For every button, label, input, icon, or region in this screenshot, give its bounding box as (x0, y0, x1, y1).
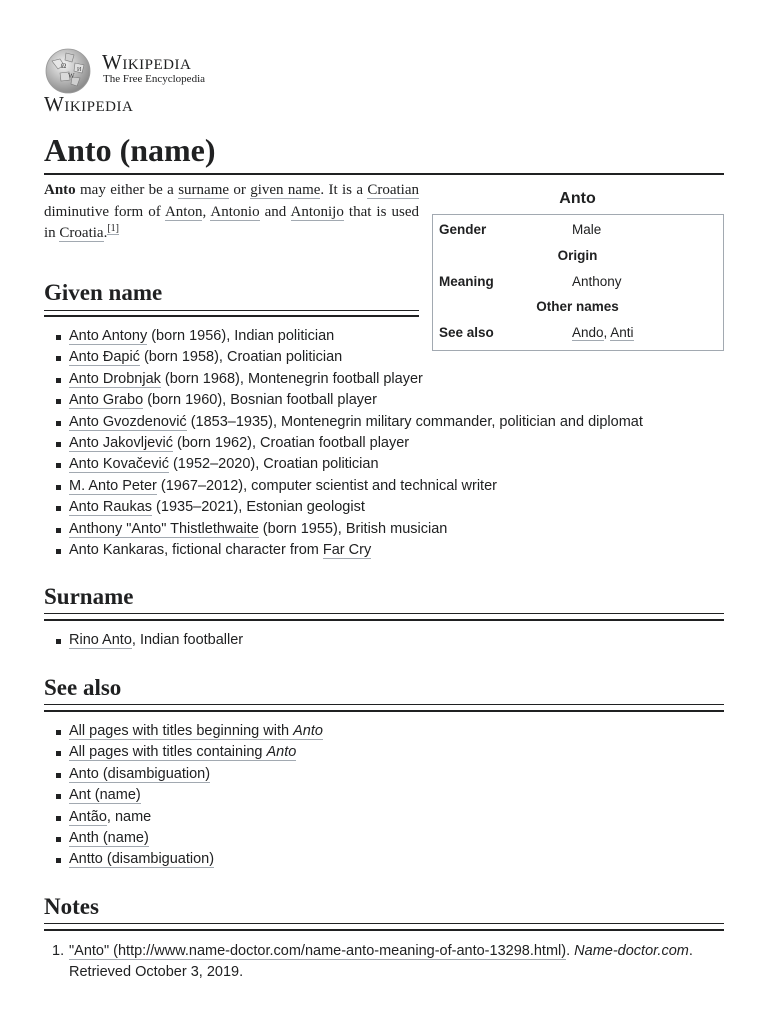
page-title: Anto (name) (44, 132, 216, 168)
list-item (44, 807, 323, 828)
person-link[interactable]: Anto Drobnjak (69, 370, 161, 387)
section-heading-given-name: Given name (44, 280, 163, 305)
section-divider (44, 710, 724, 712)
wordmark-second: Wikipedia (44, 92, 134, 116)
section-divider (44, 310, 419, 311)
link-anto-disambiguation[interactable]: Anto (disambiguation) (69, 765, 211, 782)
intro-text: . (103, 225, 108, 241)
person-link[interactable]: Anto Antony (69, 328, 148, 344)
item-description: (1952–2020), Croatian politician (168, 456, 379, 473)
list-item (44, 412, 643, 433)
link-pages-containing[interactable] (69, 744, 296, 761)
intro-text: may either be a (75, 182, 179, 198)
section-heading-surname: Surname (44, 584, 134, 609)
section-divider (44, 315, 419, 317)
svg-text:W: W (68, 72, 75, 80)
item-description: Anto Kankaras, fictional character from (69, 541, 323, 558)
given-name-list (44, 326, 643, 561)
list-item (44, 630, 243, 651)
link-antonio[interactable]: Antonio (210, 203, 260, 220)
list-item (44, 540, 643, 561)
link-croatian[interactable]: Croatian (367, 182, 420, 198)
reference-link[interactable]: [1] (107, 223, 119, 234)
person-link[interactable]: Anto Kovačević (69, 456, 169, 473)
section-divider (44, 613, 724, 614)
list-item (44, 390, 643, 411)
link-given-name[interactable]: given name (250, 182, 321, 198)
list-item (44, 497, 643, 518)
link-anti[interactable]: Anti (610, 325, 634, 340)
item-description: (1967–2012), computer scientist and technical writer (156, 477, 497, 494)
link-anton[interactable]: Anton (164, 203, 203, 220)
intro-text: that is used in (44, 203, 419, 241)
reference-url-link[interactable]: "Anto" (http://www.name-doctor.com/name-anto-meaning-of-anto-13298.html) (69, 943, 567, 959)
person-link[interactable]: Anto Jakovljević (69, 434, 173, 451)
section-divider (44, 704, 724, 705)
list-item (44, 764, 323, 785)
title-divider (44, 173, 724, 175)
item-description: (born 1962), Croatian football player (172, 434, 410, 451)
item-description: , Indian footballer (131, 632, 244, 648)
infobox-title: Anto (559, 190, 596, 207)
list-item (44, 828, 323, 849)
section-heading-notes: Notes (44, 894, 99, 919)
link-antonijo[interactable]: Antonijo (290, 203, 344, 220)
list-item (44, 742, 323, 763)
infobox-heading-origin: Origin (557, 248, 598, 263)
infobox-label-gender: Gender (439, 222, 487, 237)
surname-list (44, 630, 243, 651)
link-emphasis: Anto (293, 723, 323, 739)
list-item (44, 454, 643, 475)
tagline: The Free Encyclopedia (103, 73, 206, 85)
note-number: 1. (52, 943, 65, 959)
link-croatia[interactable]: Croatia (59, 225, 104, 241)
item-description: , name (106, 808, 152, 825)
list-item (44, 785, 323, 806)
svg-text:И: И (77, 67, 82, 73)
item-description: (born 1960), Bosnian football player (143, 392, 377, 409)
infobox-value-meaning: Anthony (572, 274, 622, 289)
intro-text: , (202, 203, 211, 220)
link-antao[interactable]: Antão (69, 808, 107, 825)
person-link[interactable]: M. Anto Peter (69, 477, 157, 494)
person-link[interactable]: Anto Gvozdenović (69, 413, 187, 430)
section-divider (44, 923, 724, 924)
link-text: All pages with titles beginning with (69, 723, 294, 739)
item-description: (born 1958), Croatian politician (139, 349, 343, 366)
section-divider (44, 619, 724, 621)
link-emphasis: Anto (266, 744, 297, 761)
infobox-value-gender: Male (572, 222, 602, 237)
svg-text:Ω: Ω (61, 62, 67, 70)
list-item (44, 721, 323, 742)
link-text: All pages with titles containing (69, 744, 267, 761)
intro-text: and (259, 203, 291, 220)
intro-text: . It is a (320, 182, 368, 198)
infobox-label-see-also: See also (439, 325, 494, 340)
link-pages-beginning-with[interactable] (69, 723, 323, 740)
note-retrieved: . Retrieved October 3, 2019. (69, 943, 693, 980)
list-item (44, 369, 643, 390)
item-description: (born 1955), British musician (258, 520, 448, 537)
section-heading-see-also: See also (44, 675, 122, 700)
link-rino-anto[interactable]: Rino Anto (69, 632, 132, 648)
infobox-label-meaning: Meaning (439, 274, 494, 289)
intro-bold-term: Anto (44, 182, 76, 198)
person-link[interactable]: Anto Đapić (69, 349, 140, 366)
intro-text: diminutive form of (44, 203, 165, 220)
note-site: Name-doctor.com (574, 943, 689, 959)
list-item (44, 476, 643, 497)
list-item (44, 849, 323, 870)
link-anth-name[interactable]: Anth (name) (69, 829, 149, 846)
link-antto-disambiguation[interactable]: Antto (disambiguation) (69, 851, 215, 868)
note-body (69, 941, 729, 983)
note-text: . (566, 943, 575, 959)
list-item (44, 519, 643, 540)
link-far-cry[interactable]: Far Cry (322, 541, 372, 558)
list-item (44, 347, 643, 368)
section-divider (44, 929, 724, 931)
link-ando[interactable]: Ando (572, 325, 604, 340)
wordmark[interactable]: Wikipedia (102, 50, 192, 74)
wikipedia-globe-logo[interactable] (44, 47, 92, 95)
link-surname[interactable]: surname (178, 182, 230, 198)
item-description: (1853–1935), Montenegrin military commander, politician and diplomat (186, 413, 643, 430)
person-link[interactable]: Anto Grabo (69, 392, 144, 409)
item-description: (born 1956), Indian politician (147, 328, 335, 344)
person-link[interactable]: Anthony "Anto" Thistlethwaite (69, 520, 259, 537)
see-also-list (44, 721, 323, 871)
item-description: (1935–2021), Estonian geologist (152, 499, 365, 516)
infobox-heading-other-names: Other names (536, 299, 619, 314)
intro-text: or (229, 182, 251, 198)
item-description: (born 1968), Montenegrin football player (160, 370, 423, 387)
intro-paragraph (44, 180, 419, 245)
person-link[interactable]: Anto Raukas (69, 499, 153, 516)
link-ant-name[interactable]: Ant (name) (69, 787, 141, 804)
list-item (44, 326, 643, 347)
list-item (44, 433, 643, 454)
separator: , (603, 325, 611, 340)
